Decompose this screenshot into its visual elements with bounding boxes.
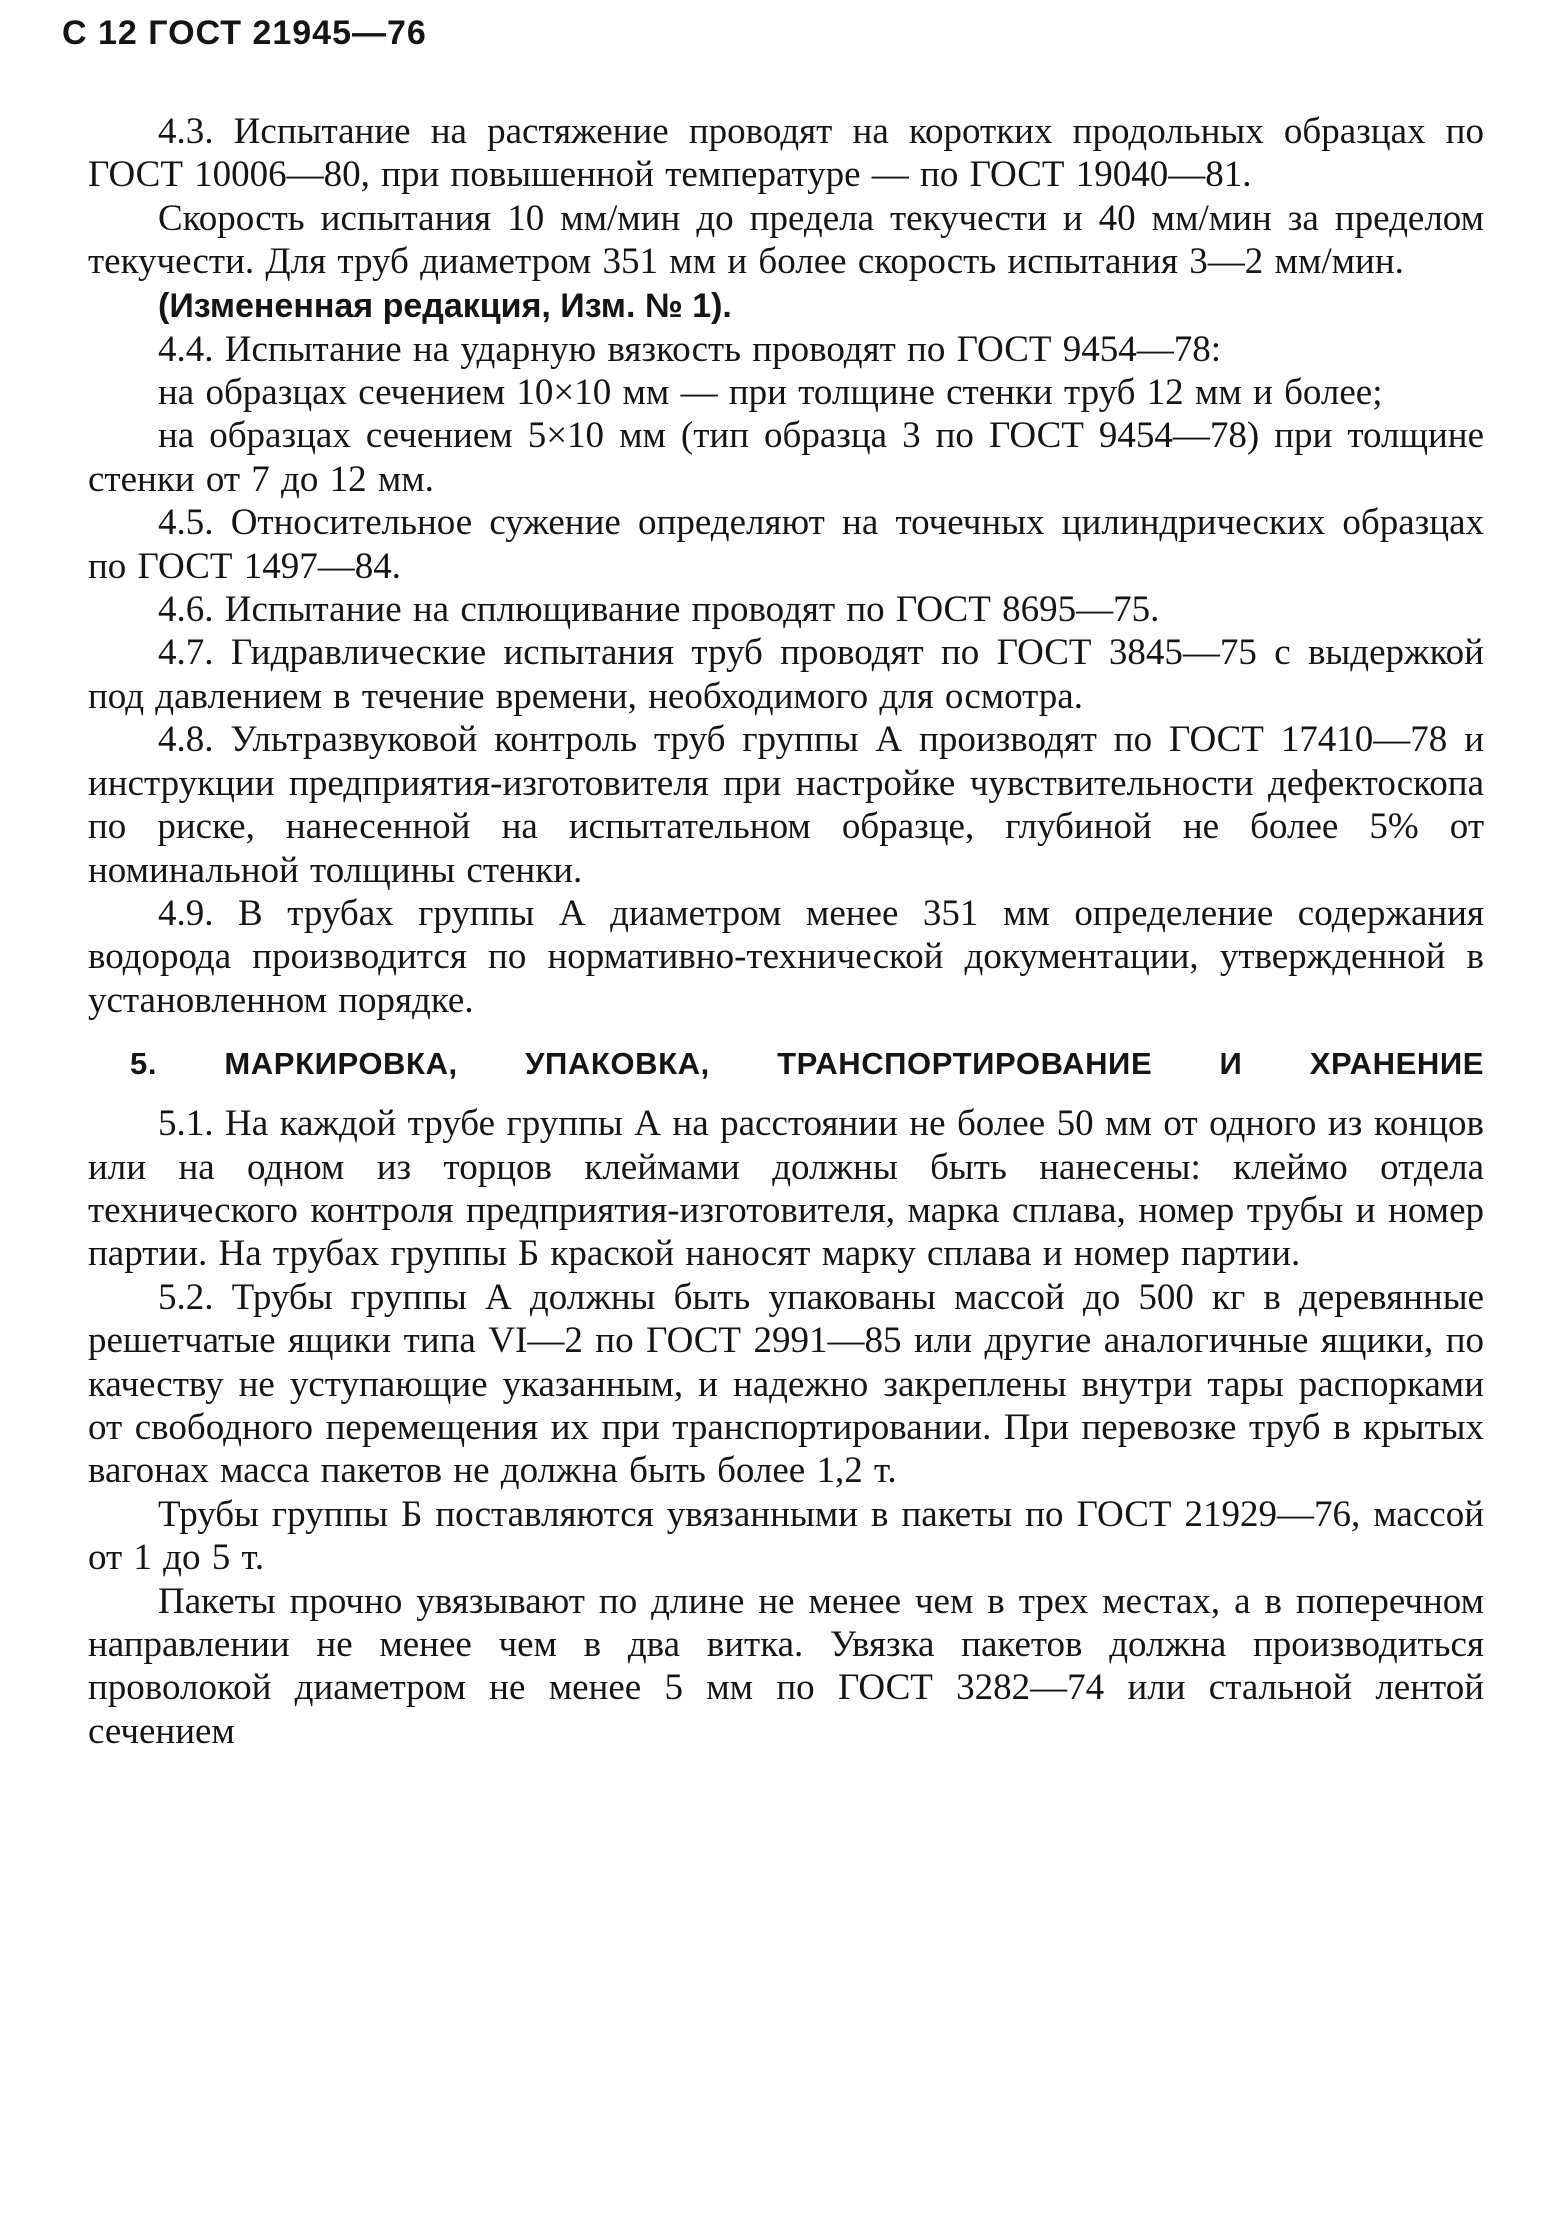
paragraph-5-2: 5.2. Трубы группы А должны быть упакованы массой до 500 кг в деревянные решетчатые ящики типа VI—2 по ГОСТ 2991—85 или другие аналогичные ящики, по качеству не уступающие указанным, и надежно закреплены внутри тары распорками от свободного перемещения их при транспортировании. При перевозке труб в крытых вагонах масса пакетов не должна быть более 1,2 т. — [88, 1276, 1484, 1492]
paragraph-4-3: 4.3. Испытание на растяжение проводят на коротких продольных образцах по ГОСТ 10006—80, при повышенной температуре — по ГОСТ 19040—81. — [88, 111, 1484, 196]
paragraph-4-8: 4.8. Ультразвуковой контроль труб группы А производят по ГОСТ 17410—78 и инструкции предприятия-изготовителя при настройке чувствительности дефектоскопа по риске, нанесенной на испытательном образце, глубиной не более 5% от номинальной толщины стенки. — [88, 719, 1484, 891]
paragraph-5-1: 5.1. На каждой трубе группы А на расстоянии не более 50 мм от одного из концов или на одном из торцов клеймами должны быть нанесены: клеймо отдела технического контроля предприятия-изготовителя, марка сплава, номер трубы и номер партии. На трубах группы Б краской наносят марку сплава и номер партии. — [88, 1103, 1484, 1275]
amendment-note: (Измененная редакция, Изм. № 1). — [158, 286, 732, 325]
page-header: С 12 ГОСТ 21945—76 — [62, 14, 427, 52]
paragraph-4-5: 4.5. Относительное сужение определяют на точечных цилиндрических образцах по ГОСТ 1497—84. — [88, 502, 1484, 587]
paragraph-4-4-a: на образцах сечением 10×10 мм — при толщине стенки труб 12 мм и более; — [158, 372, 1383, 414]
section-5-title: 5. МАРКИРОВКА, УПАКОВКА, ТРАНСПОРТИРОВАНИЕ И ХРАНЕНИЕ — [130, 1046, 1484, 1082]
paragraph-4-4: 4.4. Испытание на ударную вязкость проводят по ГОСТ 9454—78: — [158, 328, 1222, 370]
paragraph-4-4-b: на образцах сечением 5×10 мм (тип образца 3 по ГОСТ 9454—78) при толщине стенки от 7 до 12 мм. — [88, 415, 1484, 500]
paragraph-4-6: 4.6. Испытание на сплющивание проводят по ГОСТ 8695—75. — [158, 589, 1160, 631]
paragraph-5-2-packaging: Пакеты прочно увязывают по длине не менее чем в трех местах, а в поперечном направлении не менее чем в два витка. Увязка пакетов должна производиться проволокой диаметром не менее 5 мм по ГОСТ 3282—74 или стальной лентой сечением — [88, 1580, 1484, 1752]
paragraph-4-3-speed: Скорость испытания 10 мм/мин до предела текучести и 40 мм/мин за пределом текучести. Для труб диаметром 351 мм и более скорость испытания 3—2 мм/мин. — [88, 197, 1484, 283]
paragraph-4-9: 4.9. В трубах группы А диаметром менее 351 мм определение содержания водорода производится по нормативно-технической документации, утвержденной в установленном порядке. — [88, 892, 1484, 1021]
paragraph-5-2-group-b: Трубы группы Б поставляются увязанными в пакеты по ГОСТ 21929—76, массой от 1 до 5 т. — [88, 1493, 1484, 1579]
document-body — [88, 110, 1484, 1753]
paragraph-4-7: 4.7. Гидравлические испытания труб проводят по ГОСТ 3845—75 с выдержкой под давлением в течение времени, необходимого для осмотра. — [88, 632, 1484, 717]
